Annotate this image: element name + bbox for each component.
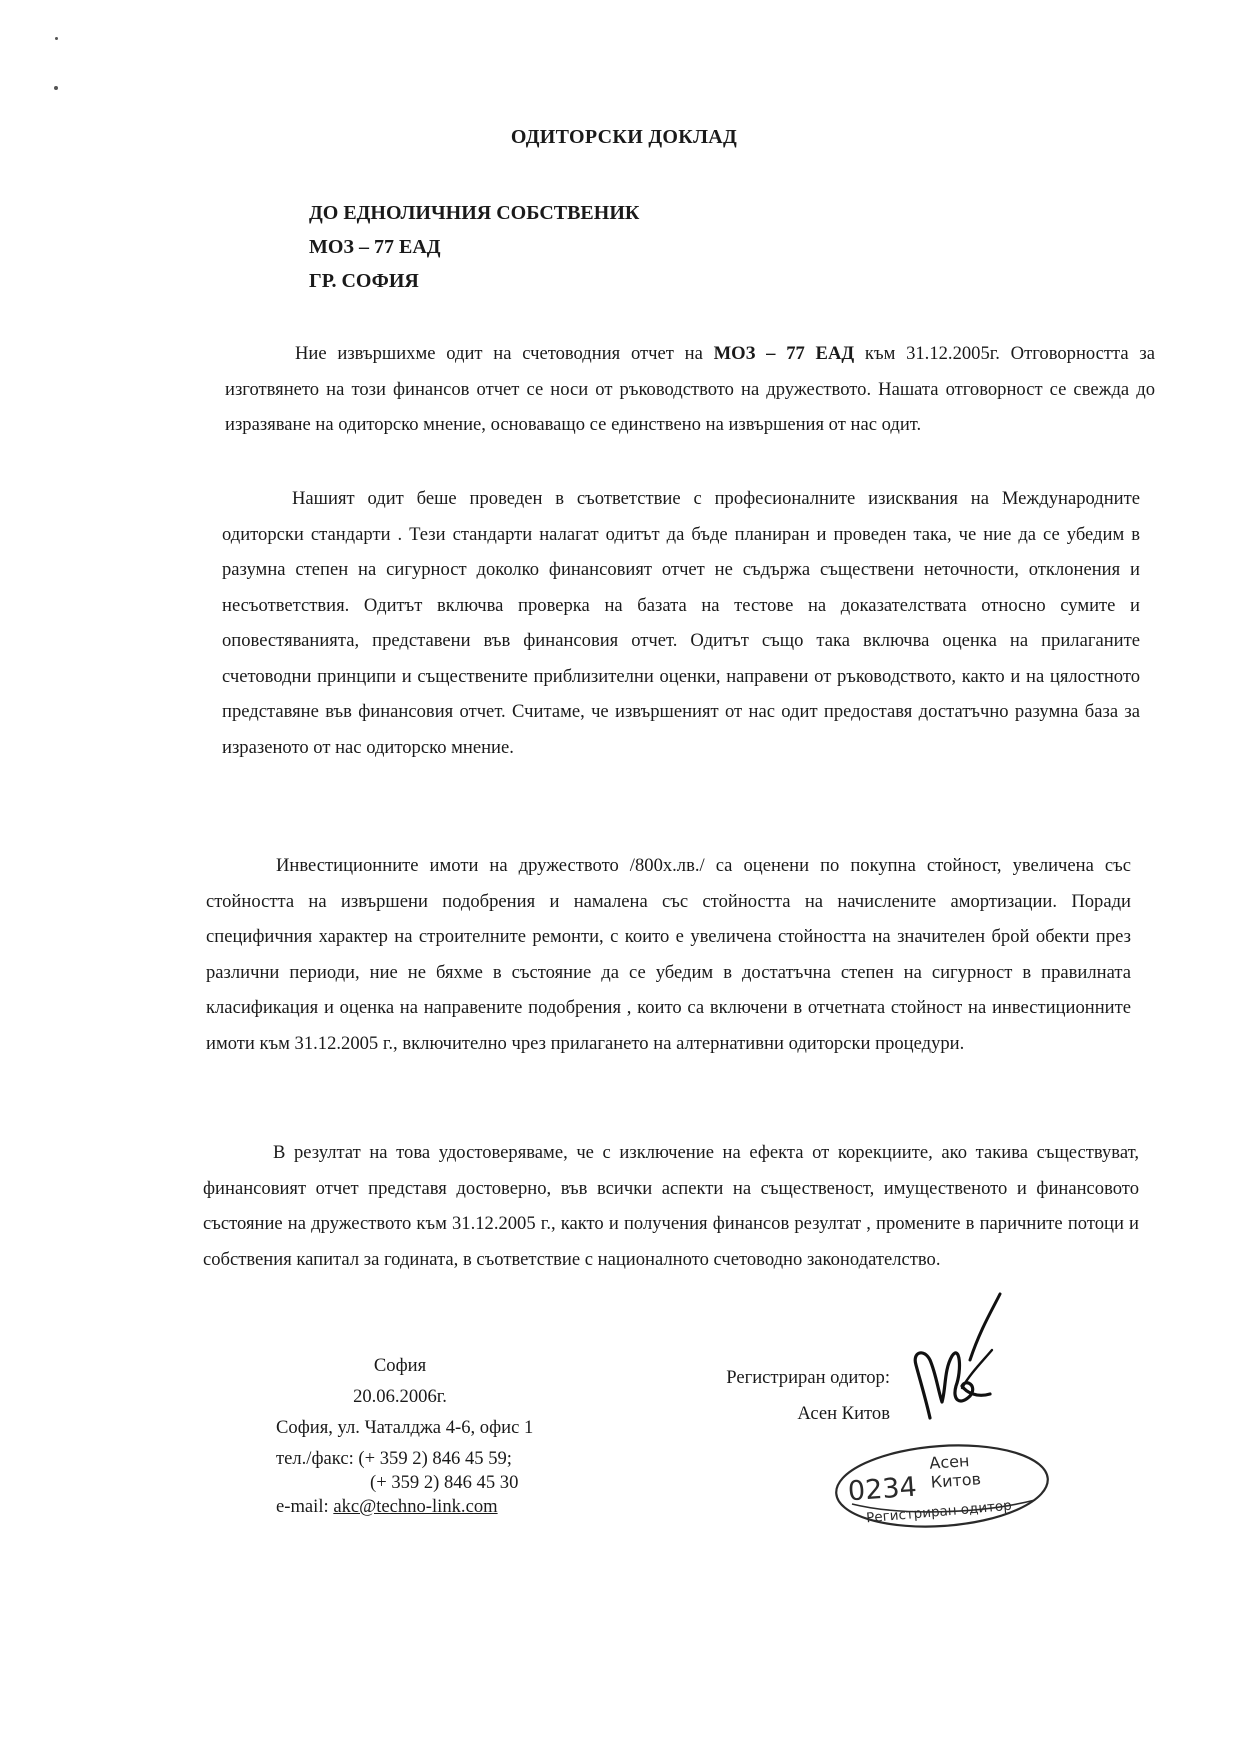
scan-speck xyxy=(55,37,58,40)
paragraph-text: Нашият одит беше проведен в съответствие с професионалните изисквания на Международните одиторски стандарти . Тези стандарти налагат одитът да бъде планиран и проведен така, че ние да се убедим в разумна степен на сигурност доколко финансовият отчет не съдържа съществени неточности, отклонения и несъответствия. Одитът включва проверка на базата на тестове на доказателствата относно сумите и оповестяванията, представени във финансовия отчет. Одитът също така включва оценка на прилаганите счетоводни принципи и съществените приблизителни оценки, направени от ръководството, както и на цялостното представяне във финансовия отчет. Считаме, че извършеният от нас одит предоставя достатъчно разумна база за изразеното от нас одиторско мнение. xyxy=(222,488,1140,758)
stamp-caption: Регистриран одитор xyxy=(865,1497,1013,1527)
paragraph-text: към 31.12.2005г. Отговорността за изготвянето на този финансов отчет се носи от ръководството на дружеството. Нашата отговорност се свежда до изразяване на одиторско мнение, основаващо се единствено на извършения от нас одит. xyxy=(225,343,1155,435)
scan-speck xyxy=(54,86,58,90)
paragraph-text: Инвестиционните имоти на дружеството /800х.лв./ са оценени по покупна стойност, увеличена със стойността на извършени подобрения и намалена със стойността на начислените амортизации. Поради специфичния характер на строителните ремонти, с които е увеличена стойността на значителен брой обекти през различни периоди, ние не бяхме в състояние да се убедим в достатъчна степен на сигурност в правилната класификация и оценка на направените подобрения , които са включени в отчетната стойност на инвестиционните имоти към 31.12.2005 г., включително чрез прилагането на алтернативни одиторски процедури. xyxy=(206,855,1131,1054)
paragraph-text: Ние извършихме одит на счетоводния отчет на xyxy=(295,343,714,364)
stamp-number: 0234 xyxy=(847,1471,918,1508)
addressee-city: ГР. СОФИЯ xyxy=(309,270,419,292)
email-label: e-mail: xyxy=(276,1496,334,1517)
auditor-label: Регистриран одитор: xyxy=(726,1367,890,1388)
document-title: ОДИТОРСКИ ДОКЛАД xyxy=(510,126,738,148)
paragraph-qualification xyxy=(206,848,1131,1061)
footer-address: София, ул. Чаталджа 4-6, офис 1 xyxy=(276,1417,534,1438)
addressee-line: ДО ЕДНОЛИЧНИЯ СОБСТВЕНИК xyxy=(309,202,640,224)
company-name: МОЗ – 77 ЕАД xyxy=(713,343,855,364)
auditor-stamp xyxy=(830,1440,1055,1535)
email-link[interactable]: akc@techno-link.com xyxy=(333,1496,498,1517)
paragraph-text: В резултат на това удостоверяваме, че с изключение на ефекта от корекциите, ако такива съществуват, финансовият отчет представя достоверно, във всички аспекти на същественост, имущественото и финансовото състояние на дружеството към 31.12.2005 г., както и получения финансов резултат , промените в паричните потоци и собствения капитал за годината, в съответствие с националното счетоводно законодателство. xyxy=(203,1142,1139,1270)
paragraph-opinion xyxy=(203,1135,1139,1277)
stamp-last-name: Китов xyxy=(930,1469,982,1492)
paragraph-scope xyxy=(225,336,1155,443)
footer-date: 20.06.2006г. xyxy=(353,1386,447,1407)
stamp-first-name: Асен xyxy=(928,1451,971,1473)
footer-contact-block xyxy=(240,1350,640,1519)
addressee-company: МОЗ – 77 ЕАД xyxy=(309,236,441,258)
stamp-name xyxy=(929,1450,982,1491)
auditor-block xyxy=(690,1360,890,1432)
handwritten-signature-icon xyxy=(900,1290,1010,1430)
footer-city: София xyxy=(373,1355,427,1376)
footer-phone-1: тел./факс: (+ 359 2) 846 45 59; xyxy=(276,1448,512,1469)
paragraph-standards xyxy=(222,481,1140,765)
auditor-name: Асен Китов xyxy=(797,1403,890,1424)
footer-phone-2: (+ 359 2) 846 45 30 xyxy=(370,1472,519,1493)
addressee-block xyxy=(309,196,639,298)
